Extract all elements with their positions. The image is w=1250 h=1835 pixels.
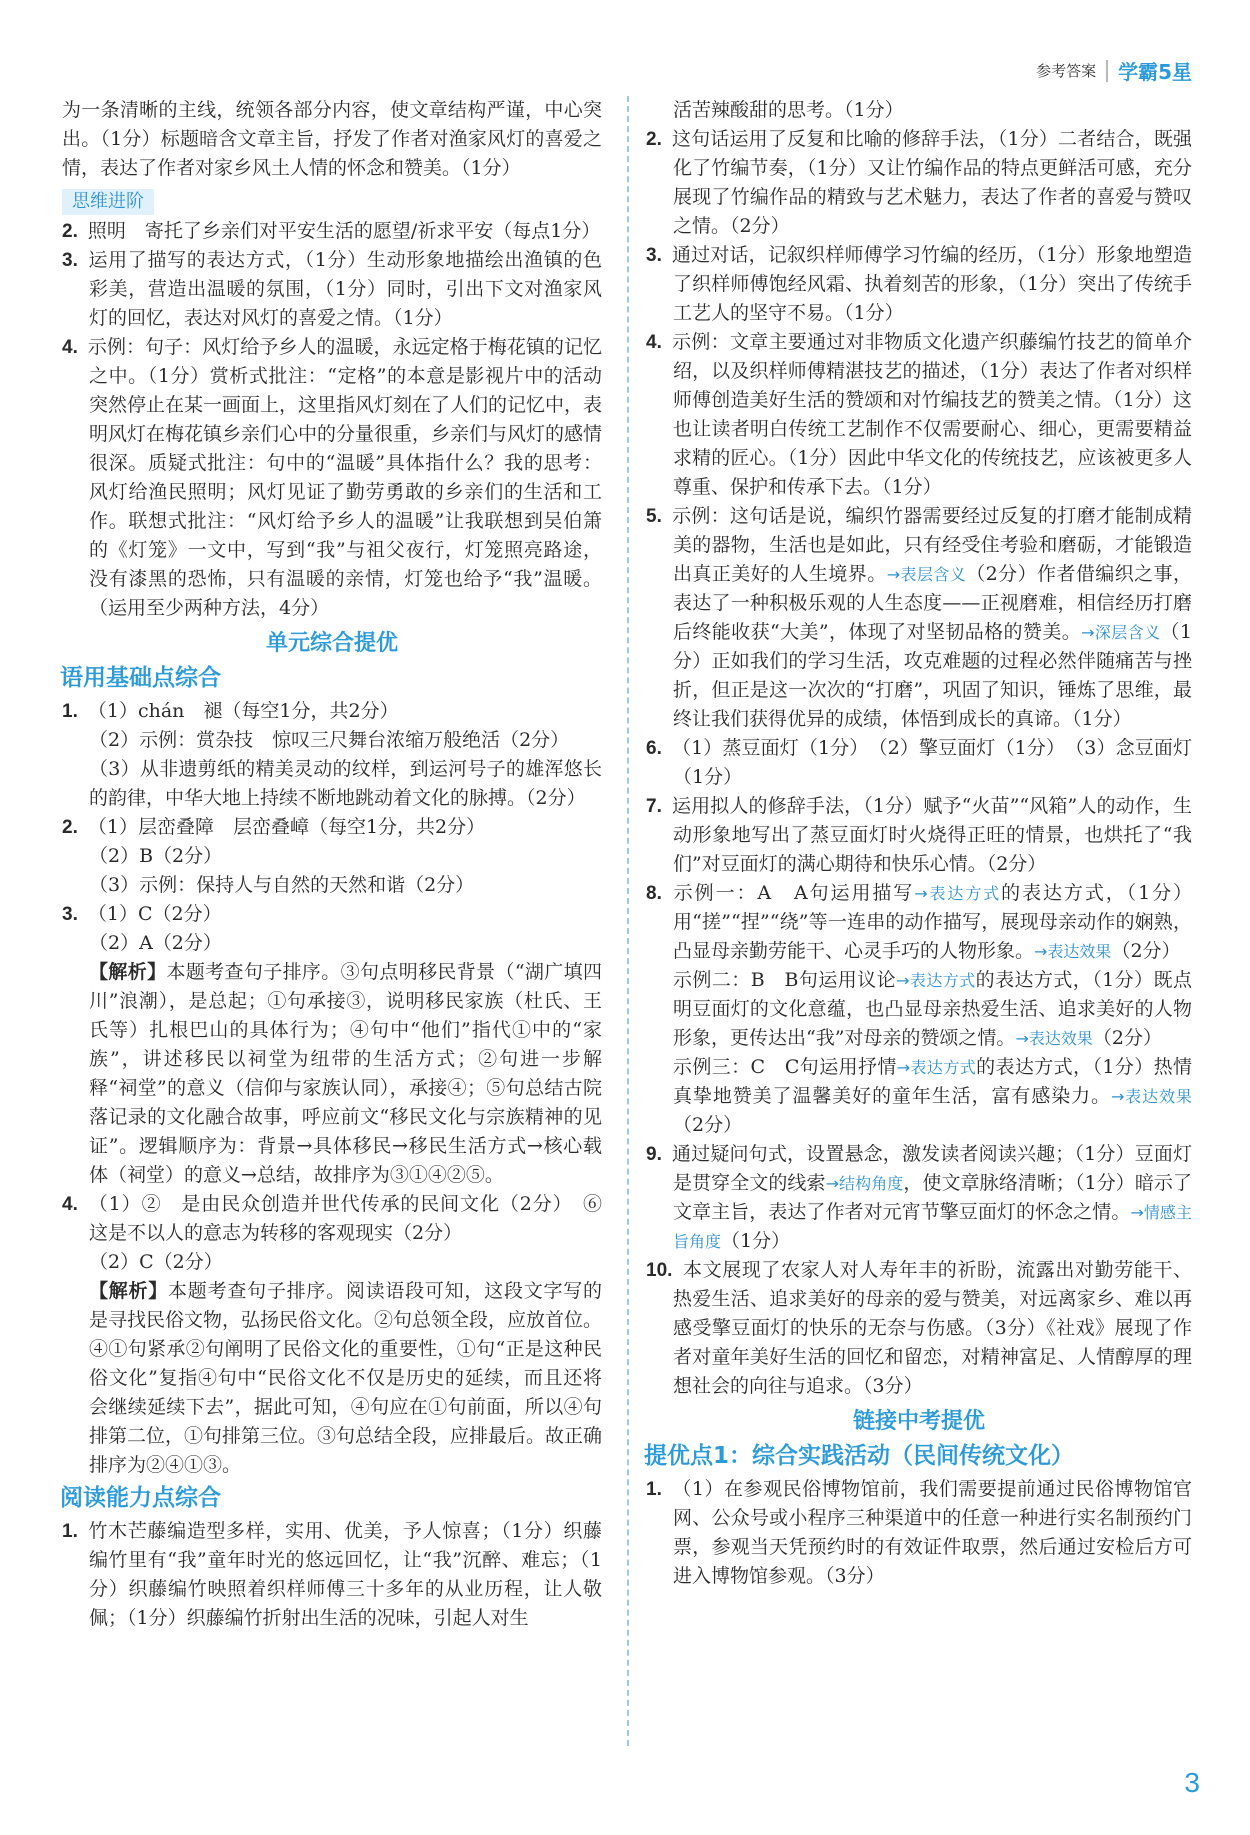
answer-text: （2分） [1111,940,1181,962]
basics-3 [62,900,602,929]
annotation-emotion-theme: →情感主旨角度 [673,1203,1192,1251]
answer-4 [62,333,602,623]
section-title-unit: 单元综合提优 [265,631,398,656]
basics-4-analysis [62,1277,602,1480]
answer-number: 2. [62,221,78,242]
answer-text: 照明 寄托了乡亲们对平安生活的愿望/祈求平安（每点1分） [87,220,601,242]
answer-text: 通过疑问句式，设置悬念，激发读者阅读兴趣；（1分）豆面灯是贯穿全文的线索 [671,1143,1192,1194]
reading-3 [646,241,1192,328]
left-column [60,96,622,1633]
page-number: 3 [1184,1767,1200,1798]
reading-2 [646,125,1192,241]
annotation-effect: →表达效果 [1015,1029,1093,1048]
answer-number: 4. [62,337,78,358]
answer-text: （2分） [1092,1027,1162,1049]
answer-text: 示例二：B B句运用议论 [673,969,897,991]
right-column [646,96,1192,1591]
answer-number: 3. [62,250,78,271]
subsection-language-basics: 语用基础点综合 [60,665,221,691]
answer-text: （1）蒸豆面灯（1分） （2）擎豆面灯（1分） （3）念豆面灯（1分） [671,737,1192,788]
answer-number: 6. [646,738,662,759]
answer-text: （2分） [673,1114,743,1136]
answer-text: 运用拟人的修辞手法，（1分）赋予“火苗”“风箱”人的动作，生动形象地写出了蒸豆面灯时火烧得正旺的情景，也烘托了“我们”对豆面灯的满心期待和快乐心情。（2分） [671,795,1192,875]
reading-7 [646,792,1192,879]
answer-text: （2分）作者借编织之事，表达了一种积极乐观的人生态度——正视磨难，相信经历打磨后终能收获“大美”，体现了对坚韧品格的赞美。 [673,563,1192,643]
tag-thinking: 思维进阶 [62,189,154,215]
column-divider [627,96,629,1746]
answer-number: 1. [646,1479,662,1500]
reading-9 [646,1140,1192,1256]
basics-1-part3: （3）从非遗剪纸的精美灵动的纹样，到运河号子的雄浑悠长的韵律，中华大地上持续不断地跳动着文化的脉搏。（2分） [89,758,602,809]
answer-number: 2. [62,817,78,838]
answer-number: 3. [646,245,662,266]
answer-text: 示例三：C C句运用抒情 [673,1056,897,1078]
section-title-exam: 链接中考提优 [852,1409,985,1434]
header-divider [1106,60,1108,82]
answer-number: 10. [646,1260,673,1281]
answer-number: 9. [646,1144,662,1165]
annotation-structure: →结构角度 [825,1174,904,1193]
practice-1 [646,1475,1192,1591]
answer-number: 1. [62,1521,78,1542]
answer-text: （1）C（2分） [87,903,222,925]
answer-number: 7. [646,796,662,817]
answer-text: 示例：这句话是说，编织竹器需要经过反复的打磨才能制成精美的器物，生活也是如此，只有经受住考验和磨砺，才能锻造出真正美好的人生境界。 [671,505,1192,585]
reading-8-example3 [646,1053,1192,1140]
answer-text: （1）chán 褪（每空1分，共2分） [87,700,399,722]
answer-number: 2. [646,129,662,150]
basics-3-part2: （2）A（2分） [89,932,222,954]
subsection-practice-activity: 提优点1：综合实践活动（民间传统文化） [644,1443,1075,1469]
answer-text: （1分） [721,1230,791,1252]
annotation-effect: →表达效果 [1034,942,1112,961]
answer-text: 的表达方式，（1分）热情真挚地赞美了温馨美好的童年生活，富有感染力。 [673,1056,1192,1107]
answer-text: 示例：句子：风灯给予乡人的温暖，永远定格于梅花镇的记忆之中。（1分）赏析式批注：“定格”的本意是影视片中的活动突然停止在某一画面上，这里指风灯刻在了人们的记忆中，表明风灯在梅花镇乡亲们心中的分量很重，乡亲们与风灯的感情很深。质疑式批注：句中的“温暖”具体指什么？我的思考：风灯给渔民照明；风灯见证了勤劳勇敢的乡亲们的生活和工作。联想式批注：“风灯给予乡人的温暖”让我联想到吴伯箫的《灯笼》一文中，写到“我”与祖父夜行，灯笼照亮路途，没有漆黑的恐怖，只有温暖的亲情，灯笼也给予“我”温暖。（运用至少两种方法，4分） [87,336,603,619]
basics-2-part3: （3）示例：保持人与自然的天然和谐（2分） [89,874,475,896]
answer-text: 的表达方式，（1分）既点明豆面灯的文化意蕴，也凸显母亲热爱生活、追求美好的人物形象，更传达出“我”对母亲的赞颂之情。 [673,969,1192,1049]
answer-text: 本文展现了农家人对人寿年丰的祈盼，流露出对勤劳能干、热爱生活、追求美好的母亲的爱与赞美，对远离家乡、难以再感受擎豆面灯的快乐的无奈与伤感。（3分）《社戏》展现了作者对童年美好生活的回忆和留恋，对精神富足、人情醇厚的理想社会的向往与追求。（3分） [673,1259,1192,1397]
answer-text: 运用了描写的表达方式，（1分）生动形象地描绘出渔镇的色彩美，营造出温暖的氛围，（1分）同时，引出下文对渔家风灯的回忆，表达对风灯的喜爱之情。（1分） [87,249,602,329]
answer-text: 这句话运用了反复和比喻的修辞手法，（1分）二者结合，既强化了竹编节奏，（1分）又让竹编作品的特点更鲜活可感，充分展现了竹编作品的精致与艺术魅力，表达了作者的喜爱与赞叹之情。（2分） [671,128,1192,237]
answer-text: （1）② 是由民众创造并世代传承的民间文化（2分） ⑥ 这是不以人的意志为转移的客观现实（2分） [87,1193,622,1244]
answer-number: 5. [646,506,662,527]
reading-6 [646,734,1192,792]
basics-2 [62,813,602,842]
reading-5 [646,502,1192,734]
answer-text: 示例一：A A句运用描写 [671,882,915,904]
basics-4 [62,1190,622,1248]
answer-text: 竹木芒藤编造型多样，实用、优美，予人惊喜；（1分）织藤编竹里有“我”童年时光的悠远回忆，让“我”沉醉、难忘；（1分）织藤编竹映照着织样师傅三十多年的从业历程，让人敬佩；（1分）织藤编竹折射出生活的况味，引起人对生 [87,1520,602,1629]
answer-number: 8. [646,883,662,904]
basics-1-part2: （2）示例：赏杂技 惊叹三尺舞台浓缩万般绝活（2分） [89,729,570,751]
reading-8 [646,879,1192,966]
answer-2 [62,217,602,246]
basics-1 [62,697,602,726]
annotation-surface-meaning: →表层含义 [886,565,967,584]
reading-10 [646,1256,1192,1401]
answer-3 [62,246,602,333]
reading-8-example2 [646,966,1192,1053]
answer-number: 4. [646,332,662,353]
analysis-text: 本题考查句子排序。③句点明移民背景（“湖广填四川”浪潮），是总起；①句承接③，说明移民家族（杜氏、王氏等）扎根巴山的具体行为；④句中“他们”指代①中的“家族”，讲述移民以祠堂为纽带的生活方式；②句进一步解释“祠堂”的意义（信仰与家族认同），承接④；⑤句总结古院落记录的文化融合故事，呼应前文“移民文化与宗族精神的见证”。逻辑顺序为：背景→具体移民→移民生活方式→核心载体（祠堂）的意义→总结，故排序为③①④②⑤。 [89,961,602,1186]
header-reference-answers: 参考答案 [1036,62,1097,80]
annotation-expression: →表达方式 [914,884,1002,903]
answer-text: （1分）正如我们的学习生活，攻克难题的过程必然伴随痛苦与挫折，但正是这一次次的“打磨”，巩固了知识，锤炼了思维，最终让我们获得优异的成绩，体悟到成长的真谛。（1分） [673,621,1192,730]
basics-3-analysis [62,958,602,1190]
analysis-label: 【解析】 [89,1280,169,1302]
answer-number: 3. [62,904,78,925]
subsection-reading: 阅读能力点综合 [60,1485,221,1511]
reading-4 [646,328,1192,502]
page-header [1036,56,1192,85]
analysis-label: 【解析】 [89,961,167,983]
reading-1-continued: 活苦辣酸甜的思考。（1分） [673,99,904,121]
annotation-expression: →表达方式 [896,1058,977,1077]
answer-text: 通过对话，记叙织样师傅学习竹编的经历，（1分）形象地塑造了织样师傅饱经风霜、执着刻苦的形象，（1分）突出了传统手工艺人的坚守不易。（1分） [671,244,1192,324]
answer-text: （1）层峦叠障 层峦叠嶂（每空1分，共2分） [87,816,486,838]
answer-text: （1）在参观民俗博物馆前，我们需要提前通过民俗博物馆官网、公众号或小程序三种渠道中的任意一种进行实名制预约门票，参观当天凭预约时的有效证件取票，然后通过安检后方可进入博物馆参观。（3分） [671,1478,1192,1587]
answer-text: 示例：文章主要通过对非物质文化遗产织藤编竹技艺的简单介绍，以及织样师傅精湛技艺的描述，（1分）表达了作者对织样师傅创造美好生活的赞颂和对竹编技艺的赞美之情。（1分）这也让读者明白传统工艺制作不仅需要耐心、细心，更需要精益求精的匠心。（1分）因此中华文化的传统技艺，应该被更多人尊重、保护和传承下去。（1分） [671,331,1192,498]
answer-text: ，使文章脉络清晰；（1分）暗示了文章主旨，表达了作者对元宵节擎豆面灯的怀念之情。 [673,1172,1192,1223]
basics-4-part2: （2）C（2分） [89,1251,223,1273]
intro-paragraph: 为一条清晰的主线，统领各部分内容，使文章结构严谨，中心突出。（1分）标题暗含文章主旨，抒发了作者对渔家风灯的喜爱之情，表达了作者对家乡风土人情的怀念和赞美。（1分） [62,99,602,179]
basics-2-part2: （2）B（2分） [89,845,223,867]
reading-1 [62,1517,602,1633]
annotation-effect: →表达效果 [1110,1087,1192,1106]
annotation-expression: →表达方式 [896,971,976,990]
analysis-text: 本题考查句子排序。阅读语段可知，这段文字写的是寻找民俗文物，弘扬民俗文化。②句总领全段，应放首位。④①句紧承②句阐明了民俗文化的重要性，①句“正是这种民俗文化”复指④句中“民俗文化不仅是历史的延续，而且还将会继续延续下去”，据此可知，④句应在①句前面，所以④句排第二位，①句排第三位。③句总结全段，应排最后。故正确排序为②④①③。 [89,1280,603,1476]
answer-number: 1. [62,701,78,722]
header-brand: 学霸5星 [1118,60,1192,84]
annotation-deep-meaning: →深层含义 [1081,623,1161,642]
answer-number: 4. [62,1194,78,1215]
answer-text: 的表达方式，（1分）用“搓”“捏”“绕”等一连串的动作描写，展现母亲动作的娴熟，凸显母亲勤劳能干、心灵手巧的人物形象。 [673,882,1192,962]
